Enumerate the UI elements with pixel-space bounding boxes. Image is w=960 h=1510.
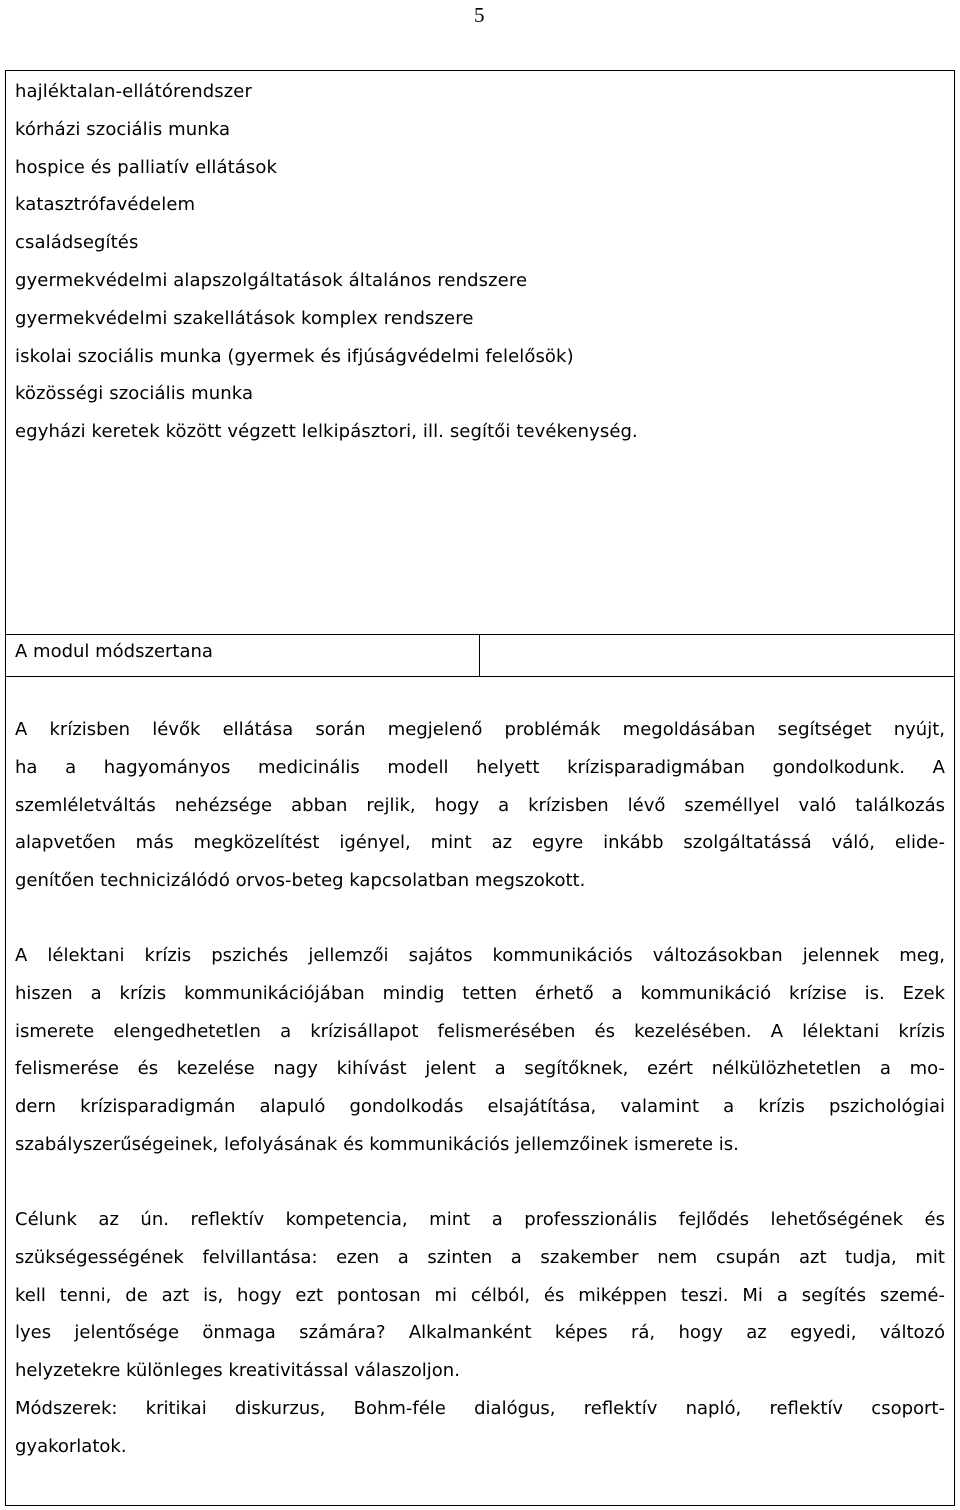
list-item: családsegítés	[15, 232, 139, 254]
paragraph-reflective-competence	[15, 1201, 945, 1466]
text-line: dern krízisparadigmán alapuló gondolkodás elsajátítása, valamint a krízis pszichológiai	[15, 1096, 945, 1118]
text-line: Célunk az ún. reflektív kompetencia, mint a professzionális fejlődés lehetőségének és	[15, 1209, 945, 1230]
list-item: hajléktalan-ellátórendszer	[15, 81, 252, 102]
table-row-divider	[6, 676, 954, 677]
text-line: gyakorlatok.	[15, 1435, 127, 1457]
paragraph-psychological-crisis	[15, 937, 945, 1164]
list-item: hospice és palliatív ellátások	[15, 156, 278, 178]
list-item: gyermekvédelmi alapszolgáltatások általános rendszere	[15, 269, 528, 291]
module-methodology-label: A modul módszertana	[15, 641, 213, 662]
text-line: felismerése és kezelése nagy kihívást jelent a segítőknek, ezért nélkülözhetetlen a mo-	[15, 1058, 945, 1080]
text-line: ha a hagyományos medicinális modell helyett krízisparadigmában gondolkodunk. A	[15, 756, 945, 778]
service-area-list	[15, 73, 638, 451]
list-item: kórházi szociális munka	[15, 118, 231, 140]
list-item: egyházi keretek között végzett lelkipásztori, ill. segítői tevékenység.	[15, 421, 638, 443]
text-line: genítően technicizálódó orvos-beteg kapcsolatban megszokott.	[15, 870, 586, 892]
text-line: Módszerek: kritikai diskurzus, Bohm-féle dialógus, reflektív napló, reflektív csoport-	[15, 1397, 945, 1419]
document-table	[5, 70, 955, 1506]
text-line: szemléletváltás nehézsége abban rejlik, hogy a krízisben lévő személlyel való találkozás	[15, 794, 945, 816]
text-line: szükségességének felvillantása: ezen a szinten a szakember nem csupán azt tudja, mit	[15, 1246, 945, 1268]
text-line: lyes jelentősége önmaga számára? Alkalmanként képes rá, hogy az egyedi, változó	[15, 1322, 945, 1344]
text-line: A lélektani krízis pszichés jellemzői sajátos kommunikációs változásokban jelennek meg,	[15, 945, 945, 966]
list-item: katasztrófavédelem	[15, 194, 196, 216]
table-column-divider	[479, 634, 480, 676]
list-item: iskolai szociális munka (gyermek és ifjúságvédelmi felelősök)	[15, 345, 574, 367]
text-line: alapvetően más megközelítést igényel, mint az egyre inkább szolgáltatássá váló, elide-	[15, 832, 945, 854]
text-line: ismerete elengedhetetlen a krízisállapot felismerésében és kezelésében. A lélektani krízis	[15, 1020, 945, 1042]
list-item: közösségi szociális munka	[15, 383, 254, 405]
text-line: kell tenni, de azt is, hogy ezt pontosan mi célból, és miképpen teszi. Mi a segítés szemé-	[15, 1284, 945, 1306]
table-row-divider	[6, 634, 954, 635]
paragraph-crisis-care	[15, 711, 945, 900]
text-line: A krízisben lévők ellátása során megjelenő problémák megoldásában segítséget nyújt,	[15, 719, 945, 740]
text-line: hiszen a krízis kommunikációjában mindig tetten érhető a kommunikáció krízise is. Ezek	[15, 982, 945, 1004]
page-number: 5	[474, 3, 485, 27]
list-item: gyermekvédelmi szakellátások komplex rendszere	[15, 307, 474, 329]
text-line: helyzetekre különleges kreativitással válaszoljon.	[15, 1360, 460, 1382]
text-line: szabályszerűségeinek, lefolyásának és kommunikációs jellemzőinek ismerete is.	[15, 1133, 739, 1155]
